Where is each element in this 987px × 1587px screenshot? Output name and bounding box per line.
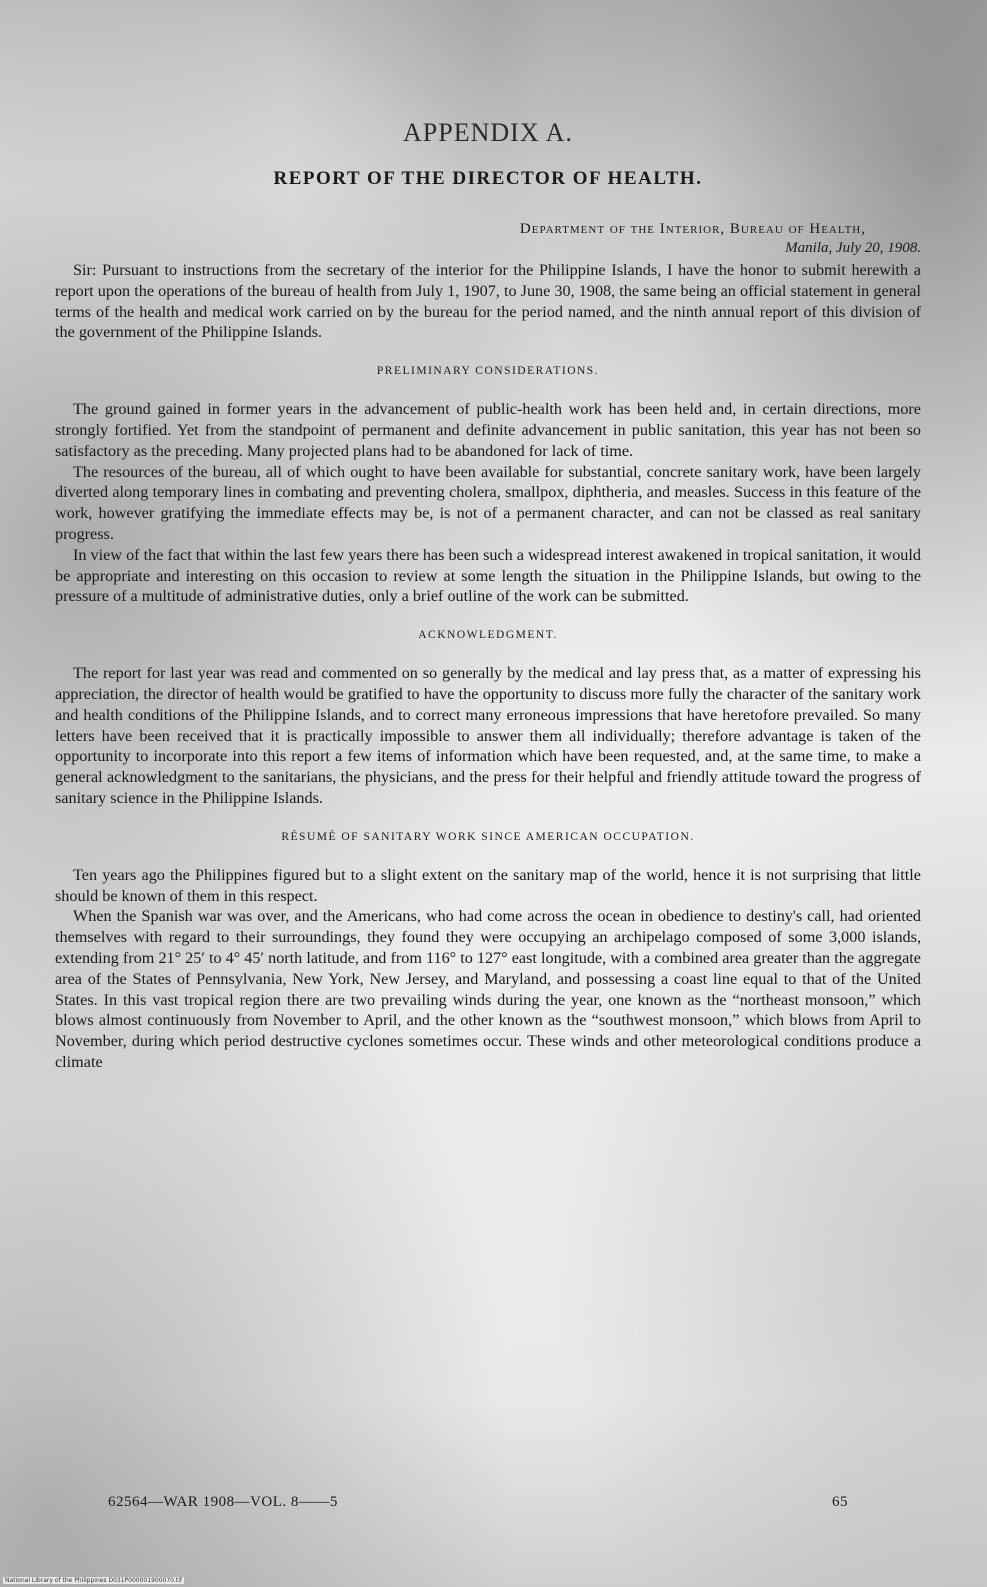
paragraph: Ten years ago the Philippines figured but to a slight extent on the sanitary map of the world, hence it is not surprising that little should be known of them in this respect. [55,865,921,905]
section-heading-resume: RÉSUMÉ OF SANITARY WORK SINCE AMERICAN OCCUPATION. [281,830,695,843]
dateline: Manila, July 20, 1908. [785,240,921,256]
footer-print-code: 62564—WAR 1908—VOL. 8——5 [108,1494,338,1510]
appendix-heading: APPENDIX A. [403,118,573,147]
intro-paragraph: Sir: Pursuant to instructions from the secretary of the interior for the Philippine Islands, I have the honor to submit herewith a report upon the operations of the bureau of health from July 1, 1907, to June 30, 1908, the same being an official statement in general terms of the health and medical work carried on by the bureau for the period named, and the ninth annual report of this division of the government of the Philippine Islands. [55,261,921,342]
paragraph: The ground gained in former years in the advancement of public-health work has been held and, in certain directions, more strongly fortified. Yet from the standpoint of permanent and definite advancement in public sanitation, this year has not been so satisfactory as the preceding. Many projected plans had to be abandoned for lack of time. [55,400,921,460]
section-heading-acknowledgment: ACKNOWLEDGMENT. [418,629,558,642]
scan-credit: National Library of the Philippines D031P000001900070.tif [5,1577,183,1584]
report-title: REPORT OF THE DIRECTOR OF HEALTH. [273,168,703,189]
section-heading-preliminary: PRELIMINARY CONSIDERATIONS. [376,365,600,378]
page-content [55,118,921,1073]
page-number: 65 [832,1494,848,1510]
paragraph: The report for last year was read and commented on so generally by the medical and lay press that, as a matter of expressing his appreciation, the director of health would be gratified to have the opportunity to discuss more fully the character of the sanitary work and health conditions of the Philippine Islands, and to correct many erroneous impressions that have heretofore prevailed. So many letters have been received that it is practically impossible to answer them all individually; therefore advantage is taken of the opportunity to incorporate into this report a few items of information which have been requested, and, at the same time, to make a general acknowledgment to the sanitarians, the physicians, and the press for their helpful and friendly attitude toward the progress of sanitary science in the Philippine Islands. [55,664,921,807]
department-line: Department of the Interior, Bureau of Health, [519,221,866,237]
paragraph: The resources of the bureau, all of which ought to have been available for substantial, concrete sanitary work, have been largely diverted along temporary lines in combating and preventing cholera, smallpox, diphtheria, and measles. Success in this feature of the work, however gratifying the immediate effects may be, is not of a permanent character, and can not be classed as real sanitary progress. [55,462,921,543]
paragraph: When the Spanish war was over, and the Americans, who had come across the ocean in obedience to destiny's call, had oriented themselves with regard to their surroundings, they found they were occupying an archipelago composed of some 3,000 islands, extending from 21° 25′ to 4° 45′ north latitude, and from 116° to 127° east longitude, with a combined area greater than the aggregate area of the States of Pennsylvania, New York, New Jersey, and Maryland, and possessing a coast line equal to that of the United States. In this vast tropical region there are two prevailing winds during the year, one known as the “northeast monsoon,” which blows almost continuously from November to April, and the other known as the “southwest monsoon,” which blows from April to November, during which period destructive cyclones sometimes occur. These winds and other meteorological conditions produce a climate [55,907,921,1071]
paragraph: In view of the fact that within the last few years there has been such a widespread interest awakened in tropical sanitation, it would be appropriate and interesting on this occasion to review at some length the situation in the Philippine Islands, but owing to the pressure of a multitude of administrative duties, only a brief outline of the work can be submitted. [55,545,921,606]
